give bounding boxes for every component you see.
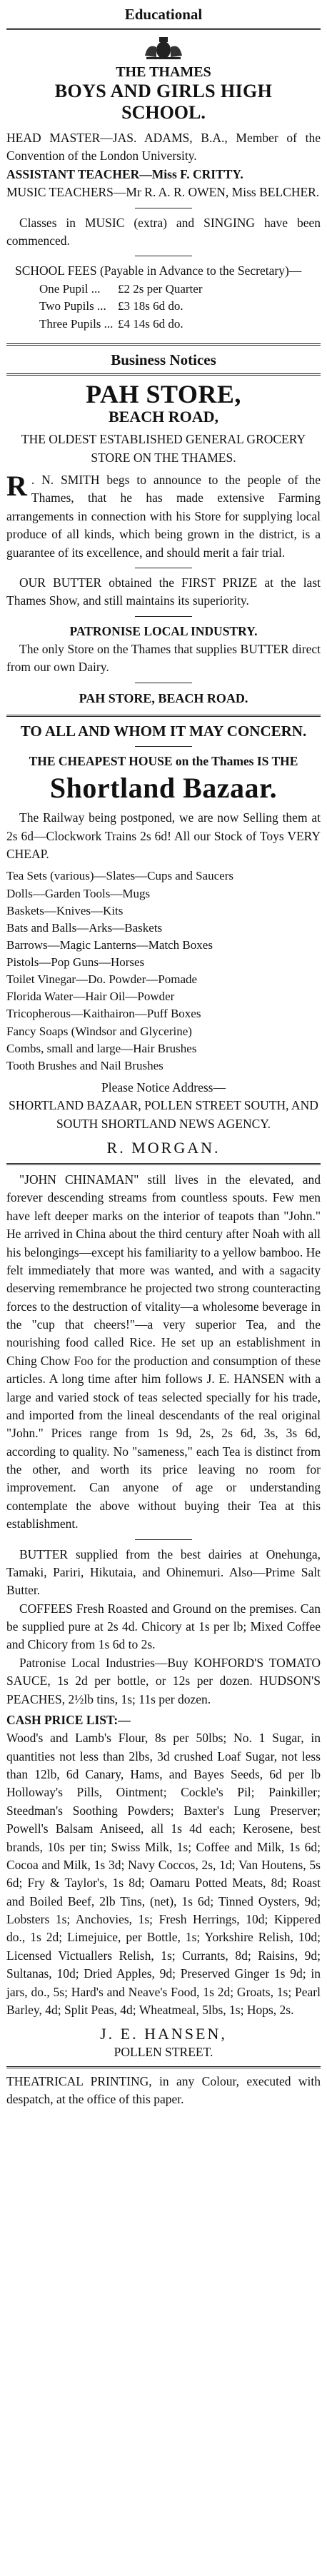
list-item: Dolls—Garden Tools—Mugs: [6, 886, 151, 900]
drop-cap: R: [6, 470, 27, 503]
list-item: Bats and Balls—Arks—Baskets: [6, 920, 163, 935]
store-name: PAH STORE,: [86, 379, 241, 408]
newspaper-column: [6, 6, 321, 2108]
patronise-local: Patronise Local Industries—Buy KOHFORD'S TOMATO SAUCE, 1s 2d per bottle, or 12s per dozen. HUDSON'S PEACHES, 2½lb tins, 1s; 11s per dozen.: [6, 1655, 321, 1706]
cheapest-house: THE CHEAPEST HOUSE on the Thames IS THE: [29, 753, 298, 768]
divider: [135, 616, 192, 617]
cash-price-heading: CASH PRICE LIST:—: [6, 1712, 131, 1727]
store-road: BEACH ROAD,: [108, 408, 218, 426]
section-header-educational: Educational: [124, 6, 203, 23]
divider: [6, 373, 321, 376]
list-item: Pistols—Pop Guns—Horses: [6, 955, 145, 970]
list-item: Combs, small and large—Hair Brushes: [6, 1041, 197, 1055]
coffees-notice: COFFEES Fresh Roasted and Ground on the premises. Can be supplied pure at 2s 4d. Chicory at 1s per lb; Mixed Coffee and Chicory from 1s 6d to 2s.: [6, 1601, 321, 1652]
bazaar-name: Shortland Bazaar.: [49, 772, 278, 805]
fee-row: One Pupil ... £2 2s per Quarter: [39, 281, 203, 296]
section-header-business: Business Notices: [111, 351, 216, 368]
address-note: Please Notice Address—: [101, 1080, 226, 1095]
divider: [6, 715, 321, 717]
hansen-street: POLLEN STREET.: [114, 2045, 213, 2060]
address-line1: SHORTLAND BAZAAR, POLLEN STREET SOUTH, AND: [9, 1098, 318, 1113]
list-item: Tooth Brushes and Nail Brushes: [6, 1058, 164, 1072]
concern-heading: TO ALL AND WHOM IT MAY CONCERN.: [20, 722, 307, 740]
list-item: Tricopherous—Kaithairon—Puff Boxes: [6, 1007, 201, 1021]
butter-supply: BUTTER supplied from the best dairies at Onehunga, Tamaki, Pariri, Hikutaia, and Ohinemuri. Also—Prime Salt Butter.: [6, 1546, 321, 1598]
divider: [6, 1163, 321, 1165]
music-teachers-notice: MUSIC TEACHERS—Mr R. A. R. OWEN, Miss BELCHER.: [6, 185, 320, 200]
list-item: Tea Sets (various)—Slates—Cups and Saucers: [6, 869, 233, 883]
list-item: Florida Water—Hair Oil—Powder: [6, 990, 175, 1004]
signature-hansen: J. E. HANSEN,: [100, 2025, 227, 2043]
head-master-notice: HEAD MASTER—JAS. ADAMS, B.A., Member of the Convention of the London University.: [6, 131, 321, 163]
fee-row: Two Pupils ... £3 18s 6d do.: [39, 299, 183, 313]
patronise-heading: PATRONISE LOCAL INDUSTRY.: [69, 623, 258, 638]
list-item: Baskets—Knives—Kits: [6, 903, 124, 917]
signature-morgan: R. MORGAN.: [106, 1139, 221, 1157]
railway-notice: The Railway being postponed, we are now Selling them at 2s 6d—Clockwork Trains 2s 6d! All our Stock of Toys VERY CHEAP.: [6, 810, 321, 862]
address-line2: SOUTH SHORTLAND NEWS AGENCY.: [56, 1116, 271, 1131]
royal-crest-icon: [6, 34, 321, 61]
store-footer: PAH STORE, BEACH ROAD.: [79, 690, 248, 705]
school-title-line1: THE THAMES: [116, 64, 211, 80]
fees-heading: SCHOOL FEES (Payable in Advance to the Secretary)—: [15, 263, 302, 278]
fees-list: [39, 281, 321, 333]
divider: [135, 1539, 192, 1540]
butter-notice: OUR BUTTER obtained the FIRST PRIZE at the last Thames Show, and still maintains its superiority.: [6, 575, 321, 608]
list-item: Fancy Soaps (Windsor and Glycerine): [6, 1024, 192, 1038]
classes-notice: Classes in MUSIC (extra) and SINGING have been commenced.: [6, 215, 321, 248]
theatrical-printing-notice: THEATRICAL PRINTING, in any Colour, executed with despatch, at the office of this paper.: [6, 2073, 321, 2107]
intro-paragraph: R . N. SMITH begs to announce to the people of the Thames, that he has made extensive Farming arrangements in connection with his Store for supplying local produce of all kinds, which being grown in the district, is a guarantee of its excellence, and should merit a fair trial.: [6, 470, 321, 560]
store-tagline: THE OLDEST ESTABLISHED GENERAL GROCERY STORE ON THE THAMES.: [21, 432, 306, 465]
divider: [6, 2066, 321, 2068]
divider: [135, 746, 192, 747]
divider: [6, 28, 321, 30]
list-item: Toilet Vinegar—Do. Powder—Pomade: [6, 972, 198, 987]
school-title-line3: SCHOOL.: [121, 102, 206, 123]
school-title-line2: BOYS AND GIRLS HIGH: [54, 81, 273, 101]
fee-row: Three Pupils ... £4 14s 6d do.: [39, 316, 183, 331]
chinaman-article: "JOHN CHINAMAN" still lives in the elevated, and forever descending streams from countless spouts. Few men have left deeper marks on the interior of teapots than "John." He arrived in China about the third century after Noah with all his belongings—except his familiarity to a yellow bamboo. He felt immediately that more was wanted, and with a sagacity deserving remembrance he projected two strong counteracting forces to the destruction of vitality—a wholesome beverage in the "cup that cheers!"—a very superior Tea, and the nourishing food called Rice. He set up an establishment in Ching Chow Foo for the production and consumption of these articles. A long time after him follows J. E. HANSEN with a large and varied stock of teas selected specially for his trade, and imported from the lineal descendants of the real original "John." Prices range from 1s 9d, 2s, 2s 6d, 3s, 3s 6d, according to quality. No "sameness," each Tea is distinct from the other, and worth its price leaving no room for improvement. Can anyone of age or understanding contemplate the above without buying their Tea at this establishment.: [6, 1172, 321, 1531]
list-item: Barrows—Magic Lanterns—Match Boxes: [6, 937, 213, 952]
assistant-teacher-notice: ASSISTANT TEACHER—Miss F. CRITTY.: [6, 166, 243, 181]
patronise-notice: The only Store on the Thames that supplies BUTTER direct from our own Dairy.: [6, 642, 321, 675]
cash-price-list: Wood's and Lamb's Flour, 8s per 50lbs; No. 1 Sugar, in quantities not less than 2lbs, 3d crushed Loaf Sugar, not less than 12lb, 6d Canary, Hams, and Bayes Seeds, 6d per lb Holloway's Pills, Ointment; Cockle's Pil; Painkiller; Steedman's Soothing Powders; Baxter's Lung Preserver; Powell's Balsam Aniseed, all 1s 4d each; Kerosene, best brands, 10s per tin; Swiss Milk, 1s; Coffee and Milk, 1s 6d; Cocoa and Milk, 1s 3d; Navy Coccos, 2s, 1d; Van Houtens, 5s 6d; Fry & Taylor's, 1s 8d; Oamaru Potted Meats, 8d; Roast and Boiled Beef, 2lb Tins, (net), 1s 6d; Tinned Oysters, 9d; Lobsters 1s; Anchovies, 1s; Fresh Herrings, 10d; Kippered do., 1s 2d; Limejuice, per Bottle, 1s; Yorkshire Relish, 10d; Licensed Victuallers Relish, 1s; Currants, 8d; Raisins, 9d; Sultanas, 10d; Dried Apples, 9d; Preserved Ginger 1s 9d; in jars, do., 5s; Hard's and Neave's Food, 1s 2d; Groats, 1s; Pearl Barley, 4d; Split Peas, 4d; Wheatmeal, 5lbs, 1s; Hops, 2s.: [6, 1731, 321, 2017]
divider: [6, 343, 321, 346]
stock-list: [6, 867, 321, 1075]
